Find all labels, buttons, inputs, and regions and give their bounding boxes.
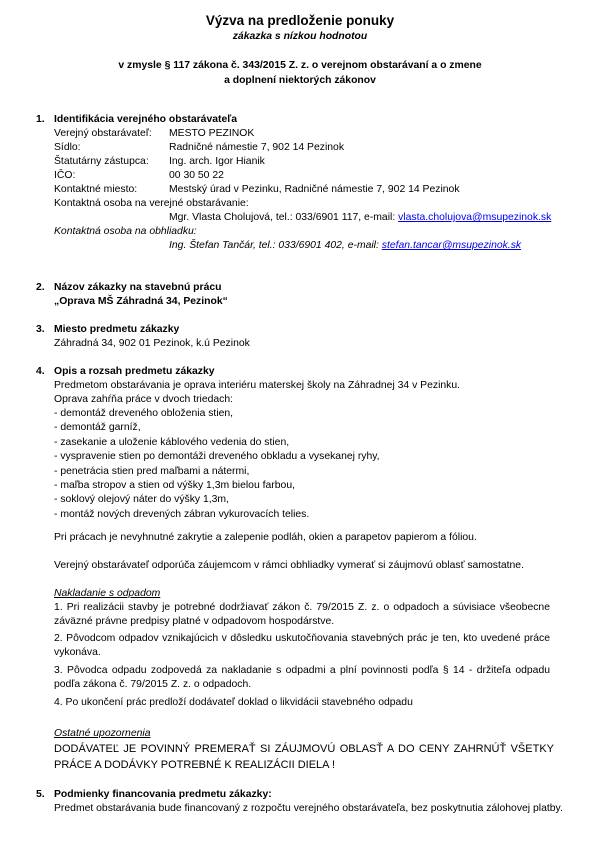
waste-item-4: 4. Po ukončení prác predloží dodávateľ doklad o likvidácii stavebného odpadu (54, 697, 413, 708)
list-item: - maľba stropov a stien od výšky 1,3m bielou farbou, (54, 479, 295, 491)
site-visit-contact-label: Kontaktná osoba na obhliadku: (54, 226, 197, 237)
section-4-number: 4. (36, 366, 45, 377)
section-5-title: Podmienky financovania predmetu zákazky: (54, 789, 272, 800)
other-notices-text: DODÁVATEĽ JE POVINNÝ PREMERAŤ SI ZÁUJMOVÚ OBLASŤ A DO CENY ZAHRNÚŤ VŠETKY PRÁCE A DODÁVKY POTREBNÉ K REALIZÁCII DIELA ! (54, 743, 554, 771)
list-item: - demontáž dreveného obloženia stien, (54, 408, 234, 419)
other-notices-heading: Ostatné upozornenia (54, 728, 151, 739)
document-title: Výzva na predloženie ponuky (205, 13, 395, 28)
waste-item-1: 1. Pri realizácii stavby je potrebné dodržiavať zákon č. 79/2015 Z. z. o odpadoch a súvisiace všeobecne záväzné právne predpisy platné v odpadovom hospodárstve. (54, 602, 550, 628)
inspection-note: Verejný obstarávateľ odporúča záujemcom v rámci obhliadky vymerať si záujmovú oblasť samostatne. (54, 560, 524, 571)
ico-label: IČO: (54, 170, 76, 181)
work-items-list (54, 407, 380, 522)
procurement-contact-email-link[interactable]: vlasta.cholujova@msupezinok.sk (398, 212, 552, 223)
list-item: - demontáž garníž, (54, 422, 141, 434)
site-visit-contact-value (169, 239, 521, 253)
section-5-number: 5. (36, 789, 45, 800)
section-4-title: Opis a rozsah predmetu zákazky (54, 366, 215, 377)
section-1-number: 1. (36, 114, 45, 125)
contracting-authority-value: MESTO PEZINOK (169, 128, 255, 139)
financing-text: Predmet obstarávania bude financovaný z rozpočtu verejného obstarávateľa, bez poskytnutia zálohovej platby. (54, 803, 563, 814)
law-reference-line-2: a doplnení niektorých zákonov (224, 75, 376, 86)
contract-name: „Oprava MŠ Záhradná 34, Pezinok“ (54, 296, 228, 307)
seat-label: Sídlo: (54, 142, 81, 153)
list-item: - vyspravenie stien po demontáži dreveného obkladu a vysekanej ryhy, (54, 451, 380, 463)
seat-value: Radničné námestie 7, 902 14 Pezinok (169, 142, 345, 153)
contracting-authority-label: Verejný obstarávateľ: (54, 128, 152, 139)
contact-point-label: Kontaktné miesto: (54, 184, 138, 195)
site-visit-contact-email-link[interactable]: stefan.tancar@msupezinok.sk (381, 240, 522, 251)
waste-heading: Nakladanie s odpadom (54, 588, 161, 599)
statutory-representative-label: Štatutárny zástupca: (54, 156, 149, 167)
document-subtitle: zákazka s nízkou hodnotou (232, 31, 368, 42)
contract-place: Záhradná 34, 902 01 Pezinok, k.ú Pezinok (54, 338, 250, 349)
scope-intro: Predmetom obstarávania je oprava interiéru materskej školy na Záhradnej 34 v Pezinku. (54, 380, 461, 391)
waste-item-3: 3. Pôvodca odpadu zodpovedá za nakladanie s odpadmi a plní povinnosti podľa § 14 - držiteľa odpadu podľa zákona č. 79/2015 Z. z. o odpadoch. (54, 665, 550, 691)
scope-intro-2: Oprava zahŕňa práce v dvoch triedach: (54, 394, 234, 405)
ico-value: 00 30 50 22 (169, 170, 224, 181)
list-item: - montáž nových drevených zábran vykurovacích telies. (54, 508, 310, 520)
statutory-representative-value: Ing. arch. Igor Hianik (169, 156, 265, 167)
law-reference (0, 58, 600, 88)
section-1-title: Identifikácia verejného obstarávateľa (54, 114, 238, 125)
list-item: - penetrácia stien pred maľbami a nátermi, (54, 465, 250, 477)
section-3-title: Miesto predmetu zákazky (54, 324, 180, 335)
procurement-contact-value (169, 211, 551, 225)
site-visit-contact-text: Ing. Štefan Tančár, tel.: 033/6901 402, e-mail: (169, 240, 382, 251)
waste-item-2: 2. Pôvodcom odpadov vznikajúcich v dôsledku uskutočňovania stavebných prác je ten, kto uvedené práce vykonáva. (54, 633, 550, 659)
list-item: - soklový olejový náter do výšky 1,3m, (54, 494, 229, 506)
cover-note: Pri prácach je nevyhnutné zakrytie a zalepenie podláh, okien a parapetov papierom a fóliou. (54, 532, 477, 543)
section-2-title: Názov zákazky na stavebnú prácu (54, 282, 222, 293)
section-2-number: 2. (36, 282, 45, 293)
law-reference-line-1: v zmysle § 117 zákona č. 343/2015 Z. z. o verejnom obstarávaní a o zmene (118, 60, 482, 71)
procurement-contact-label: Kontaktná osoba na verejné obstarávanie: (54, 198, 249, 209)
section-3-number: 3. (36, 324, 45, 335)
contact-point-value: Mestský úrad v Pezinku, Radničné námestie 7, 902 14 Pezinok (169, 184, 460, 195)
list-item: - zasekanie a uloženie káblového vedenia do stien, (54, 436, 290, 448)
procurement-contact-text: Mgr. Vlasta Cholujová, tel.: 033/6901 117, e-mail: (169, 212, 399, 223)
